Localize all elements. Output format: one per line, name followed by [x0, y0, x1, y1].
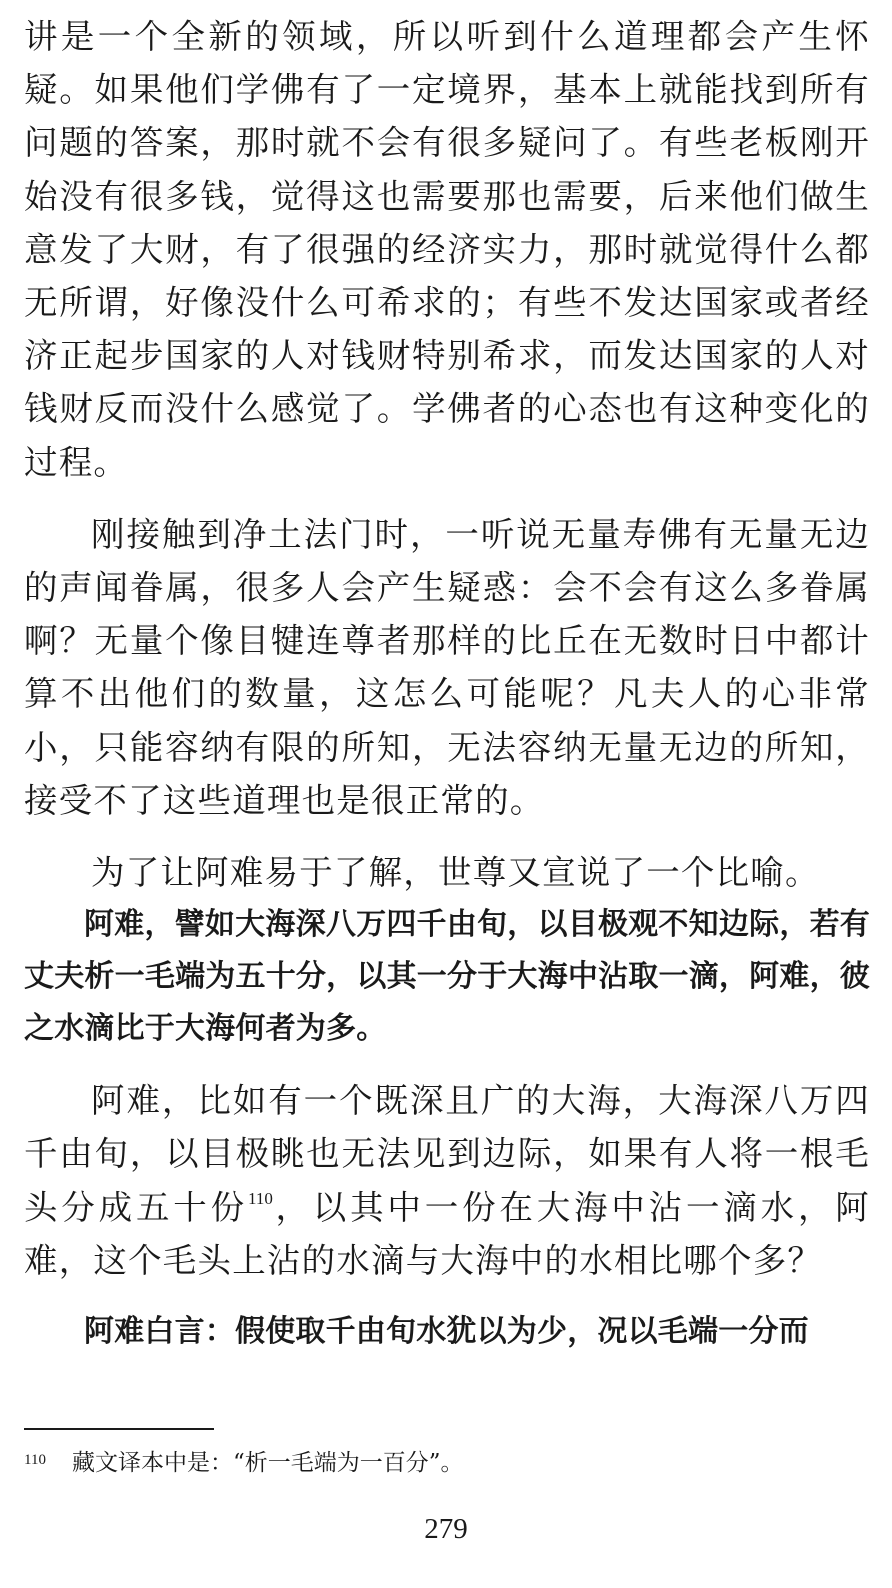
main-text [24, 10, 870, 1358]
paragraph-4 [24, 1074, 870, 1287]
paragraph-4-before: 阿难，比如有一个既深且广的大海，大海深八万四千由旬，以目极眺也无法见到边际，如果有人将一根毛头分成五十份 [24, 1081, 870, 1227]
paragraph-3: 为了让阿难易于了解，世尊又宣说了一个比喻。 [91, 853, 820, 893]
footnote-number: 110 [24, 1452, 46, 1468]
sutra-quote-1: 阿难，譬如大海深八万四千由旬，以目极观不知边际，若有丈夫析一毛端为五十分，以其一分于大海中沾取一滴，阿难，彼之水滴比于大海何者为多。 [24, 907, 870, 1047]
paragraph-2: 刚接触到净土法门时，一听说无量寿佛有无量无边的声闻眷属，很多人会产生疑惑：会不会有这么多眷属啊？无量个像目犍连尊者那样的比丘在无数时日中都计算不出他们的数量，这怎么可能呢？凡夫人的心非常小，只能容纳有限的所知，无法容纳无量无边的所知，接受不了这些道理也是很正常的。 [24, 514, 870, 820]
paragraph-4-after: ，以其中一份在大海中沾一滴水，阿难，这个毛头上沾的水滴与大海中的水相比哪个多？ [24, 1187, 871, 1280]
page-number: 279 [424, 1513, 468, 1545]
footnote-reference[interactable]: 110 [247, 1188, 273, 1208]
footnote-text: 藏文译本中是：“析一毛端为一百分”。 [72, 1450, 464, 1476]
footnote-divider [24, 1428, 214, 1430]
paragraph-1: 讲是一个全新的领域，所以听到什么道理都会产生怀疑。如果他们学佛有了一定境界，基本上就能找到所有问题的答案，那时就不会有很多疑问了。有些老板刚开始没有很多钱，觉得这也需要那也需要，后来他们做生意发了大财，有了很强的经济实力，那时就觉得什么都无所谓，好像没什么可希求的；有些不发达国家或者经济正起步国家的人对钱财特别希求，而发达国家的人对钱财反而没什么感觉了。学佛者的心态也有这种变化的过程。 [24, 17, 870, 482]
sutra-quote-2: 阿难白言：假使取千由旬水犹以为少，况以毛端一分而 [84, 1314, 809, 1350]
